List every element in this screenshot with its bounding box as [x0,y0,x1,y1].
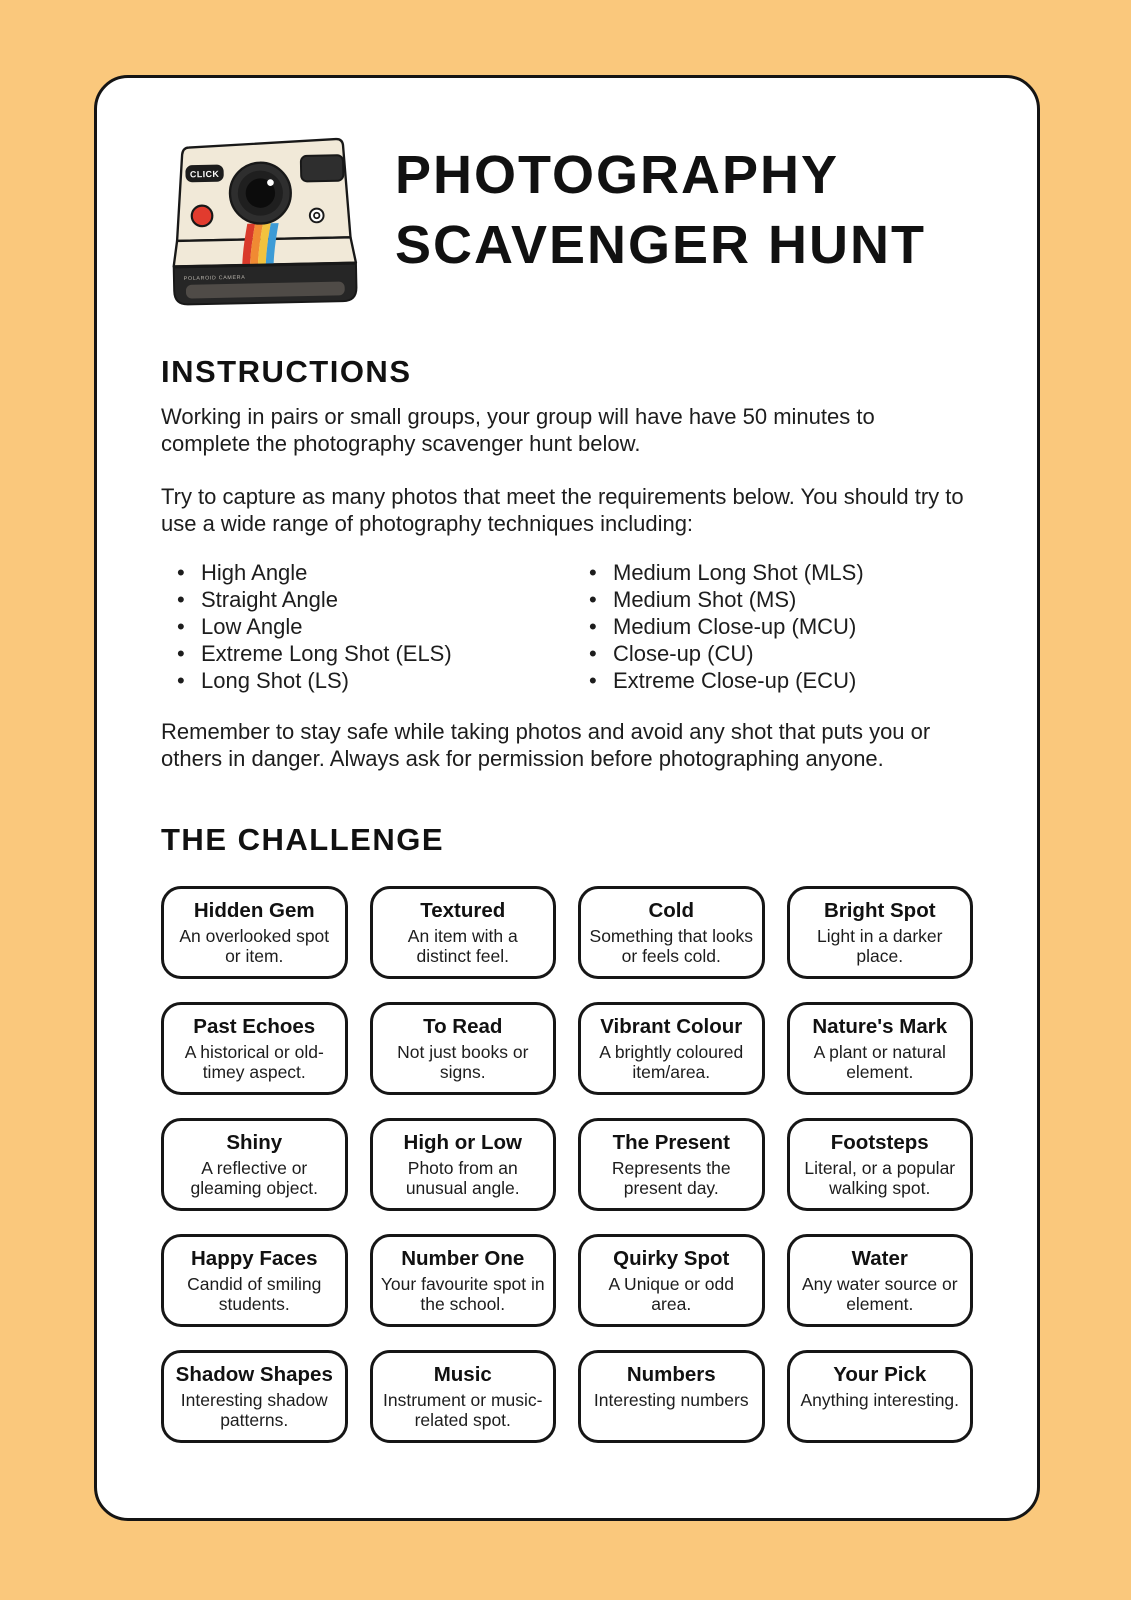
challenge-card-textured [370,886,557,979]
challenge-card-description: Anything interesting. [800,1390,960,1410]
challenge-card-title: Music [433,1363,492,1386]
challenge-card-description: A historical or old-timey aspect. [184,1042,324,1082]
click-badge [185,164,224,182]
challenge-card-description: A reflective or gleaming object. [190,1158,318,1198]
challenge-card-title: Footsteps [830,1131,929,1154]
instructions-heading: INSTRUCTIONS [161,354,412,389]
challenge-card-title: Vibrant Colour [600,1015,743,1038]
challenge-card-title: High or Low [403,1131,522,1154]
challenge-card-description: Interesting numbers [593,1390,749,1410]
challenge-card-title: Cold [648,899,695,922]
challenge-card-to-read [370,1002,557,1095]
techniques-list-left [161,559,573,694]
instructions-paragraph-1: Working in pairs or small groups, your group will have have 50 minutes to complete the photography scavenger hunt below. [161,404,875,456]
click-badge-label: CLICK [189,168,220,180]
challenge-card-title: Your Pick [833,1363,927,1386]
polaroid-camera-illustration [163,134,359,312]
challenge-card-title: Numbers [626,1363,716,1386]
challenge-card-water [787,1234,974,1327]
challenge-card-title: Shiny [226,1131,283,1154]
technique-item: • Medium Long Shot (MLS) [573,559,864,586]
challenge-card-natures-mark [787,1002,974,1095]
challenge-card-title: Nature's Mark [812,1015,948,1038]
challenge-card-title: Shadow Shapes [175,1363,333,1386]
technique-item: • Extreme Close-up (ECU) [573,667,864,694]
camera-icon [161,132,361,314]
challenge-card-description: Something that looks or feels cold. [589,926,753,966]
challenge-card-description: Any water source or element. [801,1274,958,1314]
challenge-card-description: Not just books or signs. [397,1042,529,1082]
viewfinder-icon [301,155,344,181]
challenge-card-shiny [161,1118,348,1211]
sensor-rings-icon [310,208,324,222]
challenge-card-description: A plant or natural element. [813,1042,946,1082]
instructions-paragraph-2: Try to capture as many photos that meet the requirements below. You should try to use a wide range of photography techniques including: [161,484,964,536]
challenge-card-bright-spot [787,886,974,979]
challenge-card-title: Bright Spot [823,899,936,922]
challenge-card-description: Light in a darker place. [817,926,943,966]
challenge-card-description: An overlooked spot or item. [179,926,330,966]
challenge-card-title: The Present [612,1131,730,1154]
challenge-card-the-present [578,1118,765,1211]
technique-item: • Medium Close-up (MCU) [573,613,864,640]
shutter-button-icon [192,205,213,226]
challenge-card-shadow-shapes [161,1350,348,1443]
page-header [161,134,973,312]
challenge-card-description: Instrument or music-related spot. [383,1390,543,1430]
technique-item: • Low Angle [161,613,573,640]
challenge-card-title: Happy Faces [191,1247,318,1270]
challenge-card-description: Candid of smiling students. [187,1274,322,1314]
techniques-list-right [573,559,864,694]
techniques-list [161,559,973,694]
challenge-card-title: Quirky Spot [613,1247,730,1270]
page-title-line2: SCAVENGER HUNT [395,215,927,276]
challenge-heading: THE CHALLENGE [161,822,444,857]
challenge-card-vibrant-colour [578,1002,765,1095]
challenge-card-happy-faces [161,1234,348,1327]
page-title [395,140,926,280]
worksheet-page [94,75,1040,1521]
technique-item: • Close-up (CU) [573,640,864,667]
challenge-card-description: Represents the present day. [611,1158,731,1198]
challenge-card-description: Interesting shadow patterns. [180,1390,328,1430]
challenge-card-number-one [370,1234,557,1327]
camera-brand-label: POLAROID CAMERA [183,274,246,282]
technique-item: • Long Shot (LS) [161,667,573,694]
challenge-card-description: Your favourite spot in the school. [380,1274,545,1314]
challenge-card-title: Past Echoes [193,1015,316,1038]
challenge-card-quirky-spot [578,1234,765,1327]
challenge-card-title: Water [851,1247,908,1270]
challenge-card-hidden-gem [161,886,348,979]
challenge-card-cold [578,886,765,979]
challenge-grid [161,886,973,1443]
challenge-card-description: An item with a distinct feel. [407,926,518,966]
challenge-card-title: Hidden Gem [193,899,315,922]
challenge-card-music [370,1350,557,1443]
technique-item: • Medium Shot (MS) [573,586,864,613]
challenge-card-numbers [578,1350,765,1443]
challenge-card-title: To Read [423,1015,503,1038]
challenge-card-description: Photo from an unusual angle. [405,1158,520,1198]
challenge-card-description: A brightly coloured item/area. [599,1042,744,1082]
lens-icon [229,162,291,224]
challenge-card-description: A Unique or odd area. [608,1274,734,1314]
challenge-card-title: Textured [420,899,506,922]
challenge-card-your-pick [787,1350,974,1443]
challenge-card-title: Number One [401,1247,525,1270]
challenge-card-footsteps [787,1118,974,1211]
technique-item: • Extreme Long Shot (ELS) [161,640,573,667]
safety-note: Remember to stay safe while taking photos and avoid any shot that puts you or others in danger. Always ask for permission before photographing anyone. [161,719,931,771]
page-title-line1: PHOTOGRAPHY [395,145,840,205]
technique-item: • High Angle [161,559,573,586]
rainbow-stripe [241,223,279,264]
challenge-card-high-or-low [370,1118,557,1211]
technique-item: • Straight Angle [161,586,573,613]
challenge-card-description: Literal, or a popular walking spot. [804,1158,956,1198]
challenge-card-past-echoes [161,1002,348,1095]
